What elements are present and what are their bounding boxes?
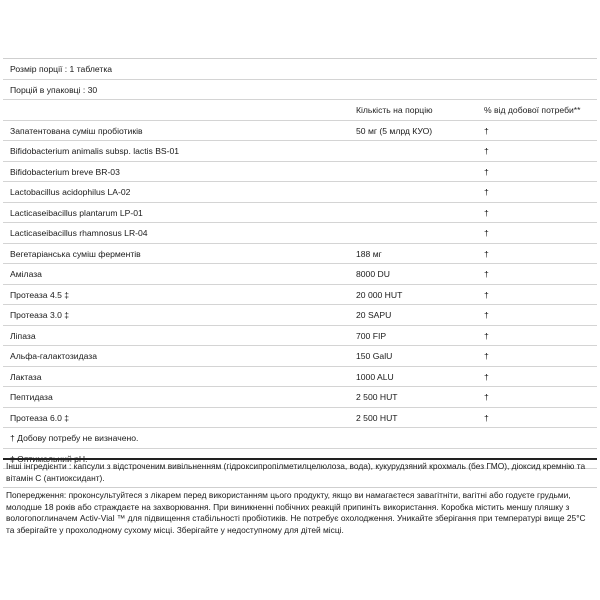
ingredient-dv: † <box>484 412 489 423</box>
ingredient-dv: † <box>484 248 489 259</box>
footnote-ddagger: ‡ Оптимальний pH. <box>10 453 88 464</box>
ingredient-name: Bifidobacterium animalis subsp. lactis BS-01 <box>10 146 180 156</box>
ingredient-amount: 8000 DU <box>356 269 390 279</box>
table-row <box>3 264 597 285</box>
ingredient-name: Lacticaseibacillus plantarum LP-01 <box>10 207 143 218</box>
footnote-dagger: † Добову потребу не визначено. <box>10 433 139 443</box>
servings-per-pack-row <box>3 80 597 101</box>
ingredient-dv: † <box>484 269 489 279</box>
table-row <box>3 223 597 244</box>
ingredient-dv: † <box>484 392 489 402</box>
table-row <box>3 244 597 265</box>
serving-size-row <box>3 59 597 80</box>
ingredient-name: Амілаза <box>10 269 42 279</box>
divider <box>3 487 597 488</box>
ingredient-name: Протеаза 6.0 ‡ <box>10 412 70 423</box>
ingredient-dv: † <box>484 371 489 382</box>
ingredient-name: Альфа-галактозидаза <box>10 351 97 361</box>
ingredient-amount: 50 мг (5 млрд КУО) <box>356 125 433 136</box>
warnings: Попередження: проконсультуйтеся з лікарем перед використанням цього продукту, якщо ви намагаєтеся завагітніти, вагітні або годуєте грудьми, молодше 18 років або страждаєте на захворювання. При виникненні побічних реакцій припиніть використання. Коробка містить меншу пляшку з вологопоглиначем Activ-Vial ™ для підвищення стабільності пробіотиків. Не потребує охолодження. Уникайте зберігання при температурі вище 25°C та зберігайте у прохолодному сухому місці. Зберігайте у недоступному для дітей місці. <box>6 490 586 535</box>
ingredient-name: Протеаза 4.5 ‡ <box>10 289 70 300</box>
ingredient-amount: 150 GalU <box>356 351 393 361</box>
divider <box>3 458 597 460</box>
supplement-facts-table <box>3 58 597 469</box>
ingredient-amount: 20 SAPU <box>356 310 392 320</box>
table-row <box>3 387 597 408</box>
ingredient-name: Протеаза 3.0 ‡ <box>10 310 70 320</box>
ingredient-name: Лактаза <box>10 371 42 382</box>
table-row <box>3 408 597 429</box>
table-row <box>3 182 597 203</box>
ingredient-dv: † <box>484 228 489 238</box>
ingredient-amount: 188 мг <box>356 248 382 259</box>
table-row <box>3 285 597 306</box>
ingredient-amount: 20 000 HUT <box>356 289 403 300</box>
ingredient-name: Bifidobacterium breve BR-03 <box>10 166 120 177</box>
serving-size: Розмір порції : 1 таблетка <box>10 64 113 74</box>
ingredient-dv: † <box>484 289 489 300</box>
ingredient-name: Lacticaseibacillus rhamnosus LR-04 <box>10 228 148 238</box>
amount-header: Кількість на порцію <box>356 105 433 115</box>
ingredient-name: Вегетаріанська суміш ферментів <box>10 248 141 259</box>
ingredient-amount: 2 500 HUT <box>356 392 398 402</box>
ingredient-dv: † <box>484 351 489 361</box>
table-row <box>3 121 597 142</box>
dv-header: % від добової потреби** <box>484 105 581 115</box>
ingredient-dv: † <box>484 187 489 197</box>
table-row <box>3 141 597 162</box>
ingredient-dv: † <box>484 125 489 136</box>
table-row <box>3 367 597 388</box>
footnote-row <box>3 428 597 449</box>
table-row <box>3 162 597 183</box>
table-row <box>3 346 597 367</box>
table-row <box>3 326 597 347</box>
ingredient-name: Ліпаза <box>10 330 36 341</box>
table-row <box>3 203 597 224</box>
ingredient-dv: † <box>484 310 489 320</box>
table-row <box>3 305 597 326</box>
ingredient-dv: † <box>484 146 489 156</box>
servings-per-pack: Порцій в упаковці : 30 <box>10 84 98 95</box>
column-header-row <box>3 100 597 121</box>
ingredient-dv: † <box>484 330 489 341</box>
ingredient-amount: 700 FIP <box>356 330 387 341</box>
other-ingredients: Інші інгредієнти : капсули з відстроченим вивільненням (гідроксипропілметилцелюлоза, вода), кукурудзяний крохмаль (без ГМО), діоксид кремнію та вітамін C (антиоксидант). <box>6 461 586 483</box>
ingredient-name: Запатентована суміш пробіотиків <box>10 125 143 136</box>
ingredient-name: Lactobacillus acidophilus LA-02 <box>10 187 131 197</box>
ingredient-dv: † <box>484 207 489 218</box>
ingredient-name: Пептидаза <box>10 392 53 402</box>
ingredient-amount: 1000 ALU <box>356 371 394 382</box>
ingredient-dv: † <box>484 166 489 177</box>
ingredient-amount: 2 500 HUT <box>356 412 398 423</box>
